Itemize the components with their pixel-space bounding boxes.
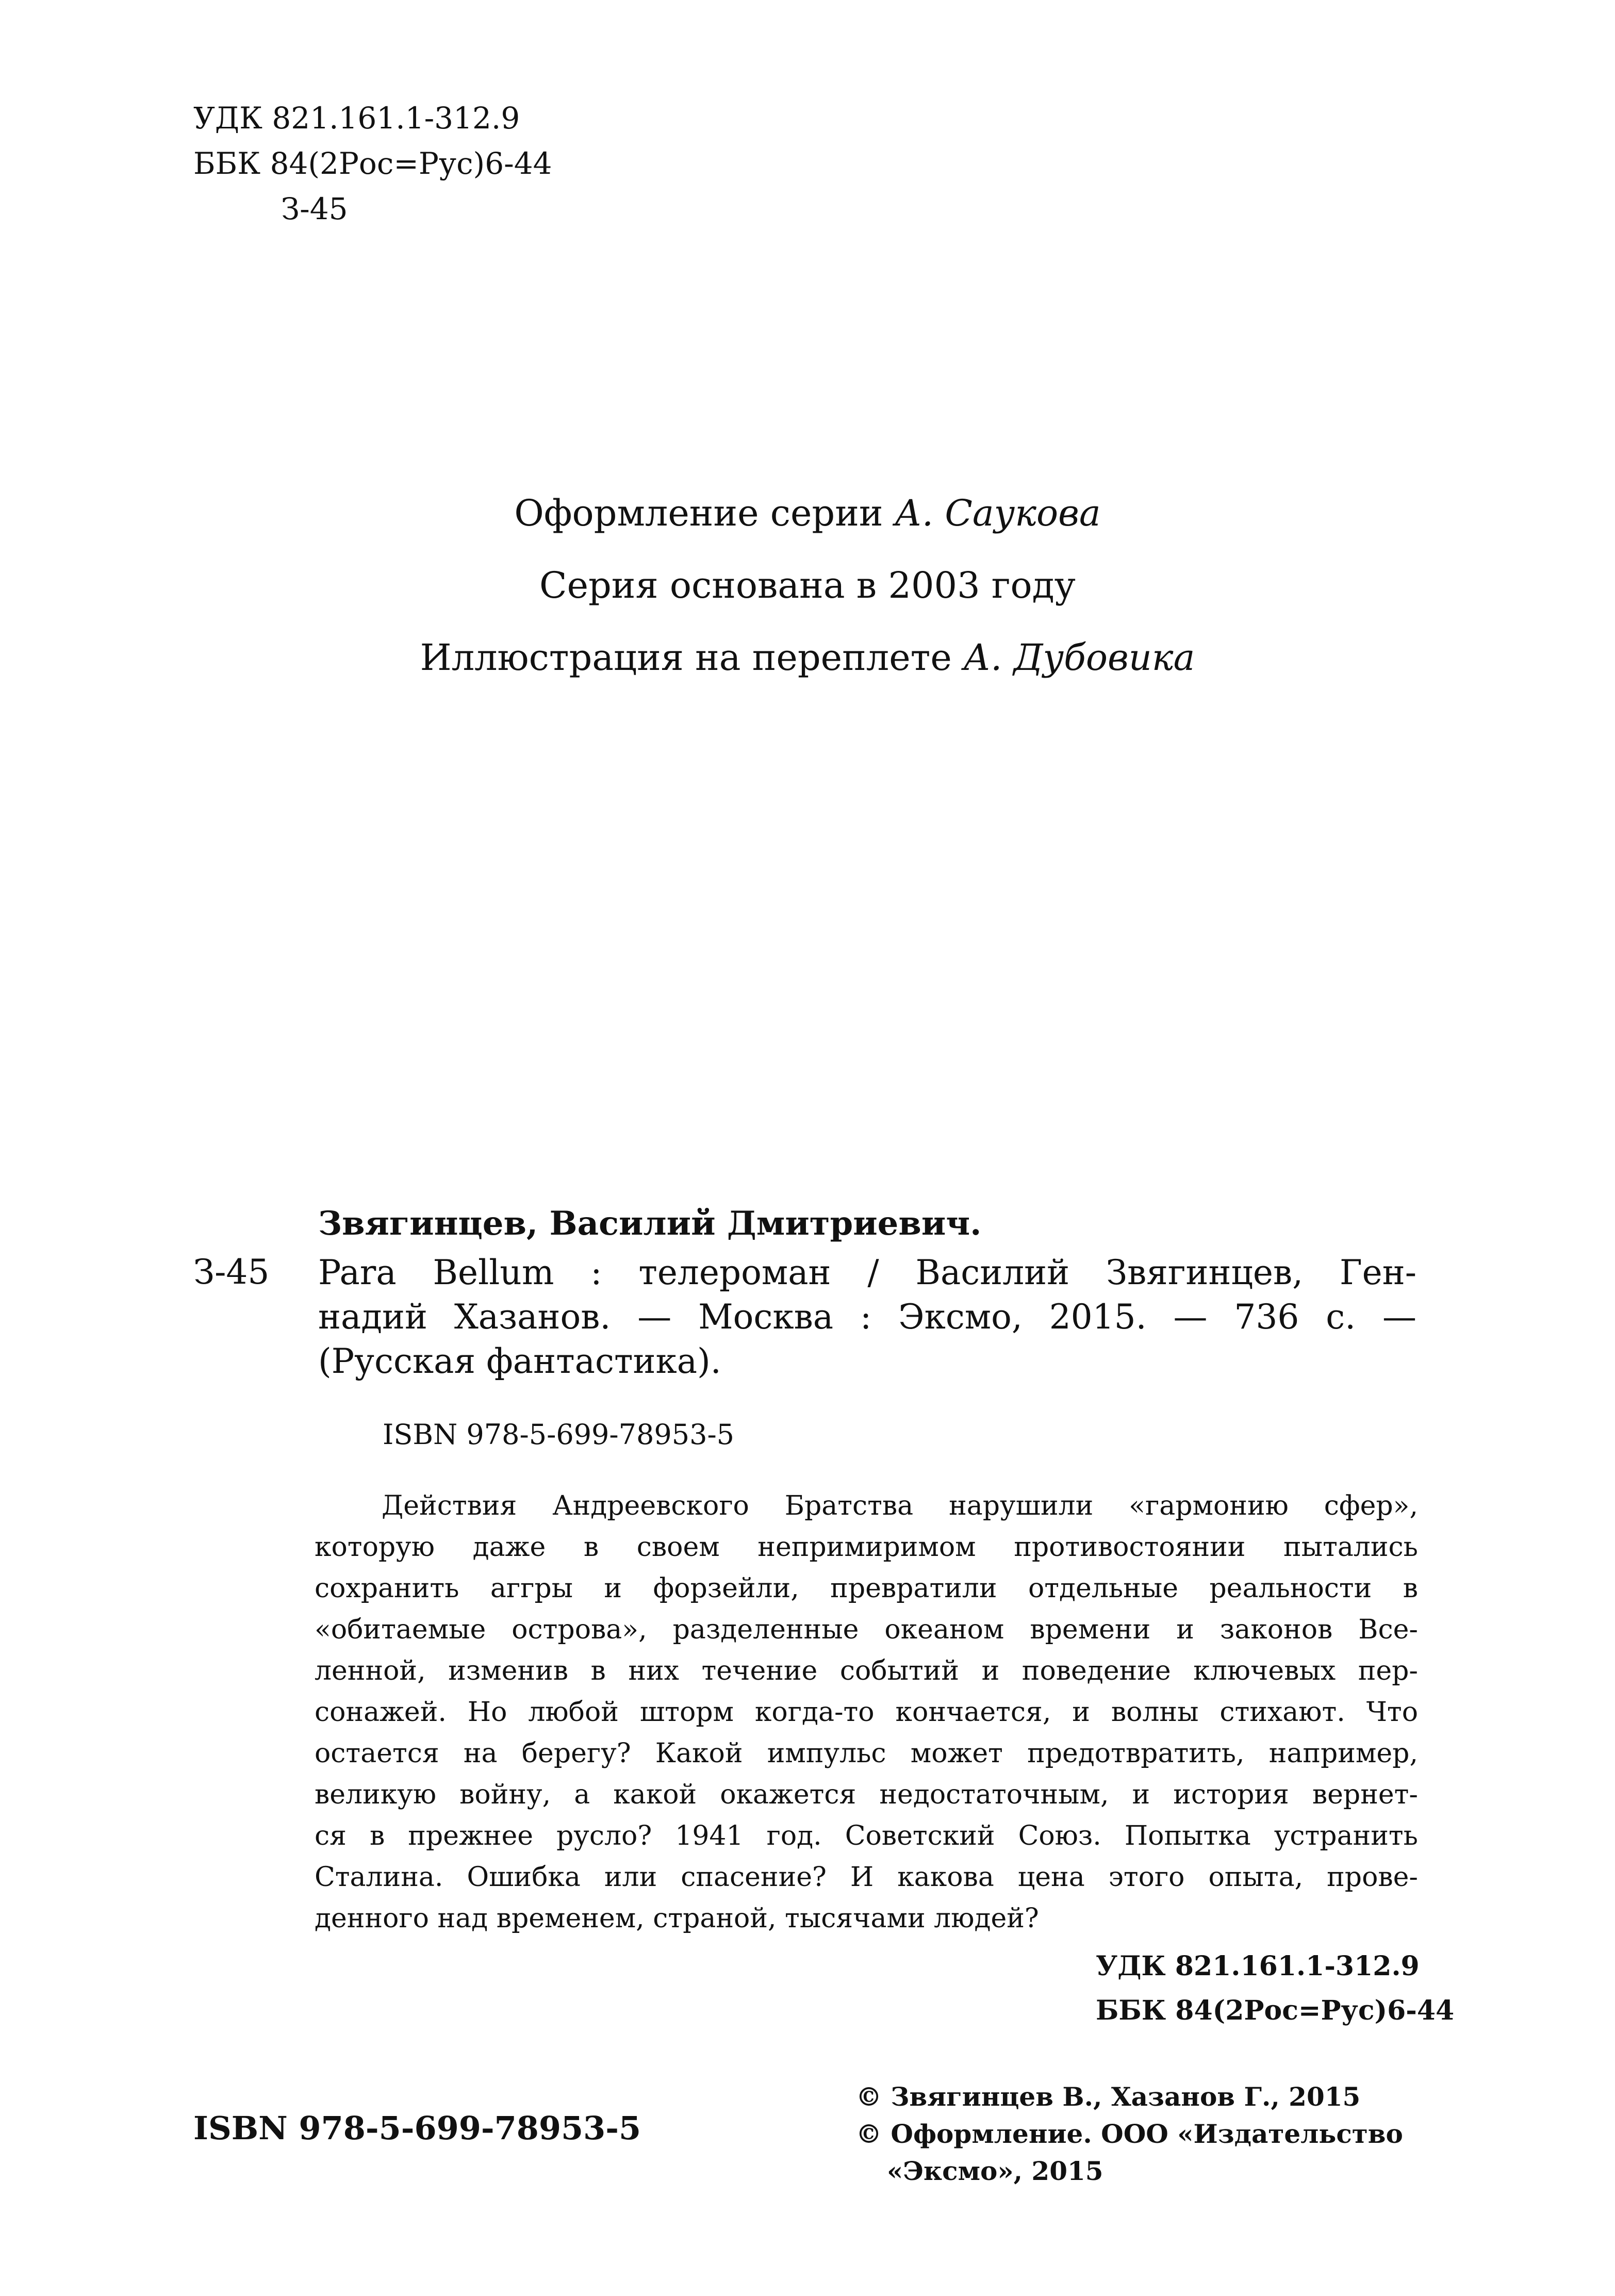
description-line: надий Хазанов. — Москва : Эксмо, 2015. — 736 с. — — [318, 1297, 1416, 1337]
author-heading: Звягинцев, Василий Дмитриевич. — [318, 1204, 982, 1243]
annotation-line: остается на берегу? Какой импульс может предотвратить, например, — [315, 1738, 1418, 1769]
copyright-block — [856, 2078, 1403, 2190]
record-isbn: ISBN 978-5-699-78953-5 — [383, 1418, 735, 1451]
copyright-publisher: «Эксмо», 2015 — [887, 2156, 1103, 2186]
illustration-prefix: Иллюстрация на переплете — [420, 636, 952, 679]
annotation-line: «обитаемые острова», разделенные океаном времени и законов Все- — [315, 1614, 1418, 1645]
annotation-line: денного над временем, страной, тысячами людей? — [315, 1903, 1039, 1934]
bbk-code: ББК 84(2Рос=Рус)6-44 — [193, 146, 552, 181]
classification-top — [193, 95, 552, 232]
classification-right — [1096, 1944, 1454, 2033]
udk-code: УДК 821.161.1-312.9 — [193, 101, 520, 136]
description-line: (Русская фантастика). — [318, 1341, 721, 1381]
isbn-bottom: ISBN 978-5-699-78953-5 — [193, 2109, 641, 2147]
copyright-design: © Оформление. ООО «Издательство — [856, 2119, 1403, 2149]
annotation — [315, 1485, 1418, 1939]
series-design-credit — [0, 490, 1615, 536]
annotation-line: Сталина. Ошибка или спасение? И какова цена этого опыта, прове- — [315, 1862, 1418, 1893]
annotation-line: сохранить аггры и форзейли, превратили отдельные реальности в — [315, 1573, 1418, 1604]
annotation-line: Действия Андреевского Братства нарушили «гармонию сфер», — [382, 1490, 1418, 1521]
series-design-name: А. Саукова — [894, 492, 1101, 534]
annotation-line: ся в прежнее русло? 1941 год. Советский Союз. Попытка устранить — [315, 1821, 1418, 1851]
annotation-line: сонажей. Но любой шторм когда-то кончается, и волны стихают. Что — [315, 1697, 1418, 1728]
annotation-line: ленной, изменив в них течение событий и поведение ключевых пер- — [315, 1655, 1418, 1686]
series-founded: Серия основана в 2003 году — [539, 564, 1076, 606]
author-code: З-45 — [281, 191, 348, 226]
record-author-code: З-45 — [193, 1252, 270, 1292]
copyright-authors: © Звягинцев В., Хазанов Г., 2015 — [856, 2081, 1361, 2112]
udk-code-right: УДК 821.161.1-312.9 — [1096, 1950, 1420, 1982]
bibliographic-description — [318, 1251, 1416, 1384]
description-line: Para Bellum : телероман / Василий Звягинцев, Ген- — [318, 1253, 1416, 1292]
illustration-credit — [0, 634, 1615, 681]
illustration-name: А. Дубовика — [963, 636, 1195, 679]
series-design-prefix: Оформление серии — [514, 492, 883, 534]
annotation-line: которую даже в своем непримиримом противостоянии пытались — [315, 1532, 1418, 1563]
annotation-line: великую войну, а какой окажется недостаточным, и история вернет- — [315, 1779, 1418, 1810]
bbk-code-right: ББК 84(2Рос=Рус)6-44 — [1096, 1995, 1455, 2026]
